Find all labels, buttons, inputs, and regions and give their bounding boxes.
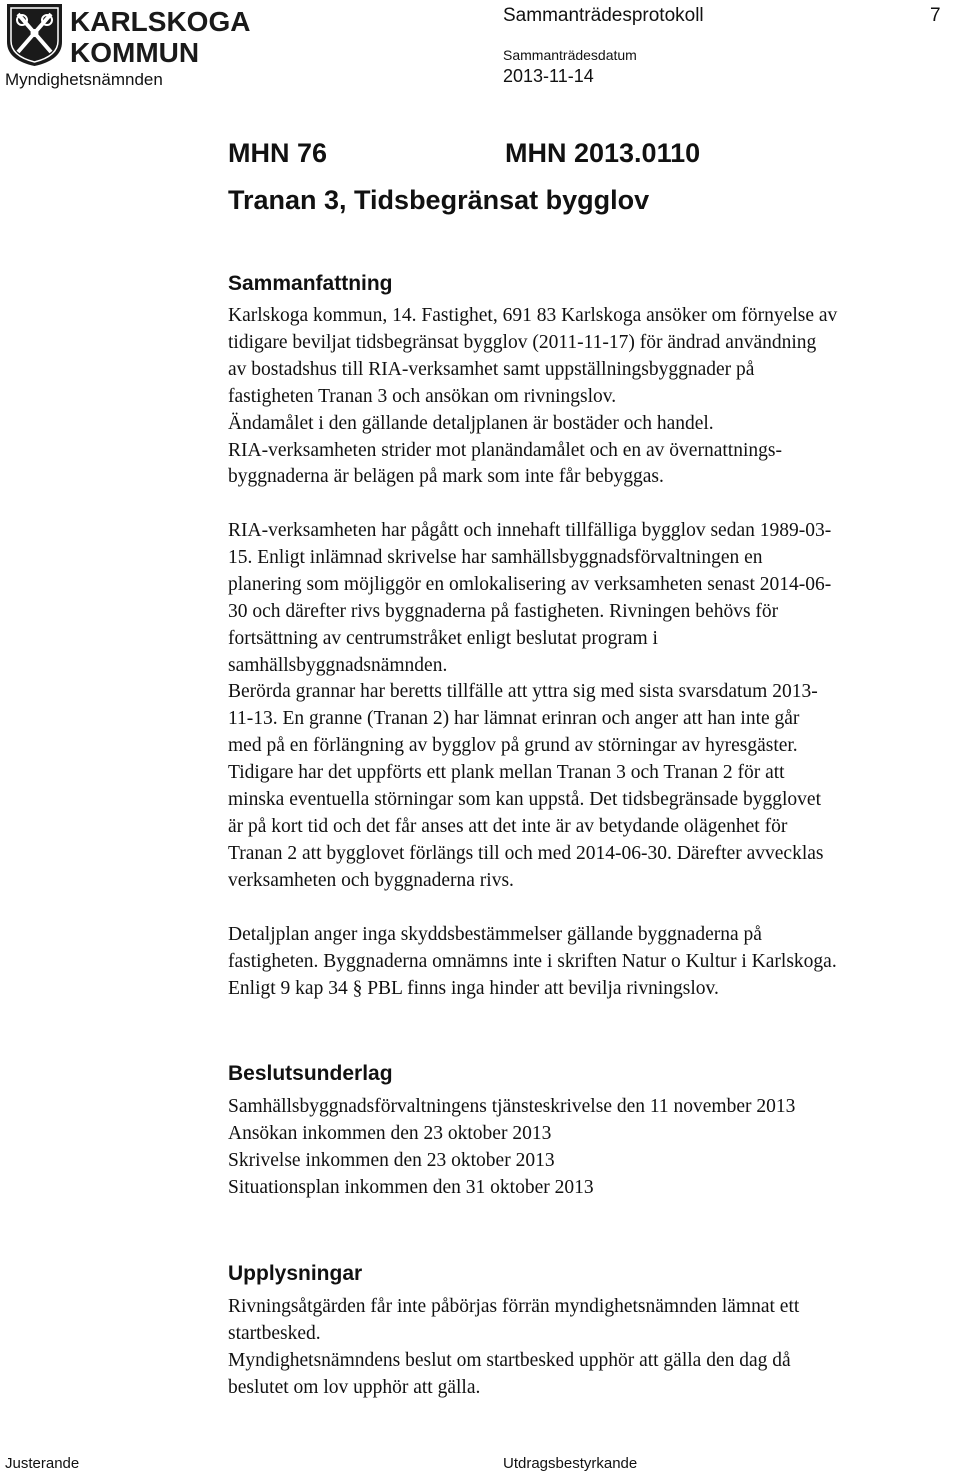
page-number: 7: [930, 5, 941, 26]
summary-paragraph-1: Karlskoga kommun, 14. Fastighet, 691 83 Karlskoga ansöker om förnyelse av tidigare beviljat tidsbegränsat bygglov (2011-11-17) för ändrad användning av bostadshus till RIA-verksamhet samt uppställningsbyggnader på fastigheten Tranan 3 och ansökan om rivningslov. Ändamålet i den gällande detaljplanen är bostäder och handel. RIA-verksamheten strider mot planändamålet och en av övernattnings- byggnaderna är belägen på mark som inte får bebyggas.: [228, 305, 838, 488]
karlskoga-logo: [4, 2, 251, 68]
svg-text:KOMMUN: KOMMUN: [70, 37, 200, 68]
svg-text:KARLSKOGA: KARLSKOGA: [70, 6, 251, 37]
info-heading: Upplysningar: [228, 1262, 363, 1285]
case-title: Tranan 3, Tidsbegränsat bygglov: [228, 185, 650, 215]
case-number-right: MHN 2013.0110: [505, 138, 701, 168]
org-unit: Myndighetsnämnden: [5, 70, 163, 89]
basis-heading: Beslutsunderlag: [228, 1062, 393, 1085]
document-type: Sammanträdesprotokoll: [503, 5, 704, 26]
summary-paragraph-2: RIA-verksamheten har pågått och innehaft tillfälliga bygglov sedan 1989-03- 15. Enligt inlämnad skrivelse har samhällsbyggnadsförvaltningen en planering som möjliggör en omlokalisering av verksamheten senast 2014-06- 30 och därefter rivs byggnaderna på fastigheten. Rivningen behövs för fortsättning av centrumstråket enligt beslutat program i samhällsbyggnadsnämnden. Berörda grannar har beretts tillfälle att yttra sig med sista svarsdatum 2013- 11-13. En granne (Tranan 2) har lämnat erinran och anger att han inte går med på en förlängning av bygglov på grund av störningar av hyresgäster. Tidigare har det uppförts ett plank mellan Tranan 3 och Tranan 2 för att minska eventuella störningar som kan uppstå. Det tidsbegränsade bygglovet är på kort tid och det får anses att det inte är av betydande olägenhet för Tranan 2 att bygglovet förlängs till och med 2014-06-30. Därefter avvecklas verksamheten och byggnaderna rivs.: [228, 520, 832, 891]
meeting-date-label: Sammanträdesdatum: [503, 47, 637, 63]
footer-utdragsbestyrkande: Utdragsbestyrkande: [503, 1455, 638, 1472]
case-number-left: MHN 76: [228, 138, 328, 168]
summary-heading: Sammanfattning: [228, 272, 393, 295]
info-paragraph: Rivningsåtgärden får inte påbörjas förrän myndighetsnämnden lämnat ett startbesked. Myndighetsnämndens beslut om startbesked upphör att gälla den dag då beslutet om lov upphör att gälla.: [228, 1296, 800, 1398]
basis-list: Samhällsbyggnadsförvaltningens tjänsteskrivelse den 11 november 2013 Ansökan inkommen den 23 oktober 2013 Skrivelse inkommen den 23 oktober 2013 Situationsplan inkommen den 31 oktober 2013: [228, 1096, 796, 1198]
summary-paragraph-3: Detaljplan anger inga skyddsbestämmelser gällande byggnaderna på fastigheten. Byggnaderna omnämns inte i skriften Natur o Kultur i Karlskoga. Enligt 9 kap 34 § PBL finns inga hinder att bevilja rivningslov.: [228, 924, 837, 999]
coat-of-arms-icon: [4, 2, 251, 68]
footer-justerande: Justerande: [5, 1455, 80, 1472]
meeting-date: 2013-11-14: [503, 66, 594, 86]
